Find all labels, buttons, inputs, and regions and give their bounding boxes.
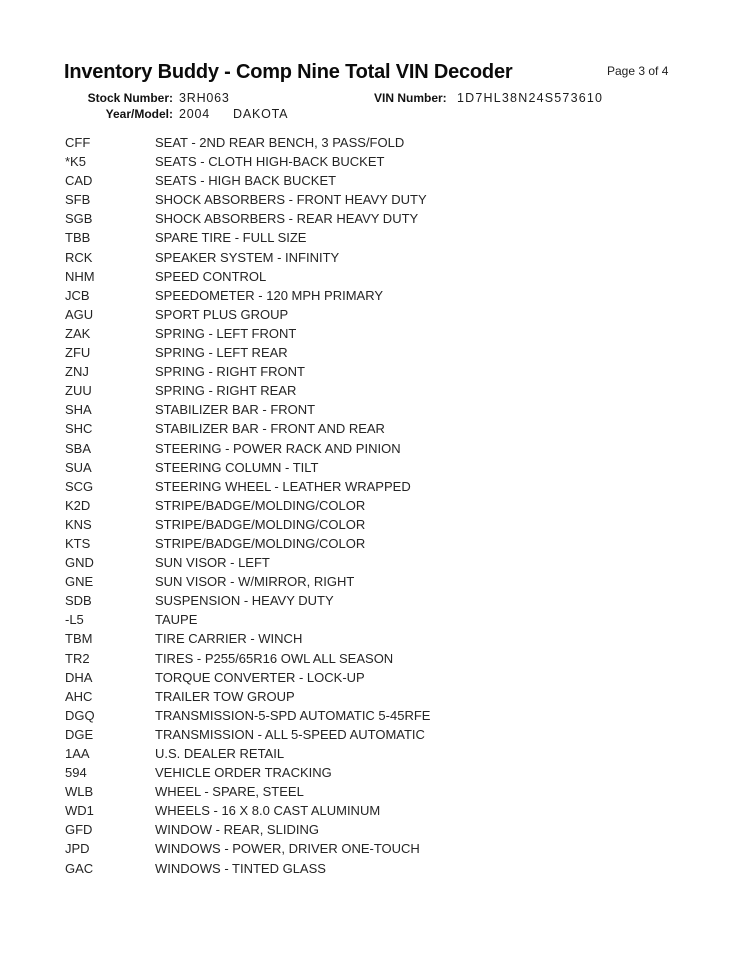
option-description: STRIPE/BADGE/MOLDING/COLOR xyxy=(155,516,366,532)
option-row xyxy=(65,173,685,192)
option-description: TRAILER TOW GROUP xyxy=(155,688,295,704)
option-description: STRIPE/BADGE/MOLDING/COLOR xyxy=(155,535,366,551)
option-row xyxy=(65,651,685,670)
option-code: SBA xyxy=(65,440,92,456)
option-row xyxy=(65,593,685,612)
option-description: SPEED CONTROL xyxy=(155,268,267,284)
option-row xyxy=(65,784,685,803)
option-row xyxy=(65,498,685,517)
option-row xyxy=(65,765,685,784)
option-code: GFD xyxy=(65,822,93,838)
option-row xyxy=(65,154,685,173)
option-description: SPRING - RIGHT FRONT xyxy=(155,364,305,380)
vin-number-value: 1D7HL38N24S573610 xyxy=(457,91,604,105)
option-row xyxy=(65,479,685,498)
option-code: GNE xyxy=(65,574,94,590)
option-code: SGB xyxy=(65,211,93,227)
page-title: Inventory Buddy - Comp Nine Total VIN Decoder xyxy=(64,61,513,83)
option-description: WHEELS - 16 X 8.0 CAST ALUMINUM xyxy=(155,803,381,819)
option-description: STRIPE/BADGE/MOLDING/COLOR xyxy=(155,497,366,513)
option-code: ZFU xyxy=(65,345,91,361)
option-code: JCB xyxy=(65,287,90,303)
option-row xyxy=(65,460,685,479)
option-description: STEERING - POWER RACK AND PINION xyxy=(155,440,401,456)
option-description: SPRING - RIGHT REAR xyxy=(155,383,297,399)
option-row xyxy=(65,402,685,421)
option-description: STABILIZER BAR - FRONT xyxy=(155,402,316,418)
option-code: ZAK xyxy=(65,325,91,341)
option-code: SFB xyxy=(65,192,91,208)
option-description: SPRING - LEFT REAR xyxy=(155,345,288,361)
option-description: TRANSMISSION - ALL 5-SPEED AUTOMATIC xyxy=(155,726,425,742)
option-row xyxy=(65,574,685,593)
option-description: SPRING - LEFT FRONT xyxy=(155,325,297,341)
option-code: CAD xyxy=(65,173,93,189)
option-code: WD1 xyxy=(65,803,94,819)
option-code: KTS xyxy=(65,535,91,551)
option-row xyxy=(65,803,685,822)
option-row xyxy=(65,230,685,249)
year-model-label: Year/Model: xyxy=(105,107,173,121)
option-code: TR2 xyxy=(65,650,90,666)
option-description: SEAT - 2ND REAR BENCH, 3 PASS/FOLD xyxy=(155,135,405,150)
option-code: *K5 xyxy=(65,154,86,170)
option-description: SUN VISOR - W/MIRROR, RIGHT xyxy=(155,574,355,590)
option-row xyxy=(65,689,685,708)
option-description: WINDOW - REAR, SLIDING xyxy=(155,822,319,838)
option-code: SDB xyxy=(65,593,92,609)
option-code: -L5 xyxy=(65,612,84,628)
option-description: STABILIZER BAR - FRONT AND REAR xyxy=(155,421,385,437)
page-number-indicator: Page 3 of 4 xyxy=(607,64,669,78)
option-code: SHA xyxy=(65,402,92,418)
option-description: TRANSMISSION-5-SPD AUTOMATIC 5-45RFE xyxy=(155,707,431,723)
option-code: TBB xyxy=(65,230,91,246)
option-row xyxy=(65,307,685,326)
option-code: GND xyxy=(65,555,94,571)
option-code: AHC xyxy=(65,688,93,704)
option-row xyxy=(65,670,685,689)
option-code: 1AA xyxy=(65,746,90,761)
option-description: VEHICLE ORDER TRACKING xyxy=(155,765,332,781)
option-code: SUA xyxy=(65,459,92,475)
option-row xyxy=(65,364,685,383)
option-row xyxy=(65,192,685,211)
option-row xyxy=(65,631,685,650)
option-row xyxy=(65,708,685,727)
option-row xyxy=(65,841,685,860)
option-code: DGE xyxy=(65,726,94,742)
option-description: SUN VISOR - LEFT xyxy=(155,555,270,571)
year-value: 2004 xyxy=(179,107,211,121)
option-description: SHOCK ABSORBERS - FRONT HEAVY DUTY xyxy=(155,192,427,208)
option-row xyxy=(65,441,685,460)
option-code: 594 xyxy=(65,765,87,781)
option-description: SEATS - HIGH BACK BUCKET xyxy=(155,173,337,189)
option-row xyxy=(65,517,685,536)
option-code: RCK xyxy=(65,249,93,265)
option-code: TBM xyxy=(65,631,93,647)
option-code: WLB xyxy=(65,784,94,800)
vin-number-label: VIN Number: xyxy=(374,91,447,105)
model-value: DAKOTA xyxy=(233,107,289,121)
vehicle-options-list xyxy=(65,135,685,880)
option-code: JPD xyxy=(65,841,90,857)
option-code: AGU xyxy=(65,306,94,322)
option-row xyxy=(65,861,685,880)
option-row xyxy=(65,555,685,574)
option-row xyxy=(65,288,685,307)
option-code: K2D xyxy=(65,497,91,513)
option-code: DHA xyxy=(65,669,93,685)
option-description: TIRES - P255/65R16 OWL ALL SEASON xyxy=(155,650,394,666)
option-description: SHOCK ABSORBERS - REAR HEAVY DUTY xyxy=(155,211,419,227)
option-code: KNS xyxy=(65,516,92,532)
option-row xyxy=(65,211,685,230)
option-row xyxy=(65,612,685,631)
option-description: TAUPE xyxy=(155,612,198,628)
option-row xyxy=(65,727,685,746)
option-code: DGQ xyxy=(65,707,95,723)
option-description: WINDOWS - POWER, DRIVER ONE-TOUCH xyxy=(155,841,420,857)
option-code: NHM xyxy=(65,268,95,284)
option-description: SPEEDOMETER - 120 MPH PRIMARY xyxy=(155,287,384,303)
option-description: SEATS - CLOTH HIGH-BACK BUCKET xyxy=(155,154,385,170)
option-description: STEERING WHEEL - LEATHER WRAPPED xyxy=(155,478,411,494)
option-description: SPARE TIRE - FULL SIZE xyxy=(155,230,307,246)
option-row xyxy=(65,746,685,765)
option-code: ZUU xyxy=(65,383,92,399)
option-code: ZNJ xyxy=(65,364,89,380)
option-row xyxy=(65,383,685,402)
option-code: CFF xyxy=(65,135,91,150)
option-row xyxy=(65,536,685,555)
stock-number-value: 3RH063 xyxy=(179,91,230,105)
option-description: WINDOWS - TINTED GLASS xyxy=(155,860,326,876)
option-row xyxy=(65,250,685,269)
option-row xyxy=(65,345,685,364)
option-row xyxy=(65,326,685,345)
option-description: SUSPENSION - HEAVY DUTY xyxy=(155,593,334,609)
option-row xyxy=(65,135,685,154)
option-row xyxy=(65,269,685,288)
option-code: SHC xyxy=(65,421,93,437)
option-description: STEERING COLUMN - TILT xyxy=(155,459,319,475)
option-code: GAC xyxy=(65,860,94,876)
option-description: U.S. DEALER RETAIL xyxy=(155,746,285,761)
option-description: SPORT PLUS GROUP xyxy=(155,306,289,322)
option-description: TORQUE CONVERTER - LOCK-UP xyxy=(155,669,365,685)
option-row xyxy=(65,822,685,841)
option-description: WHEEL - SPARE, STEEL xyxy=(155,784,304,800)
option-description: SPEAKER SYSTEM - INFINITY xyxy=(155,249,340,265)
option-code: SCG xyxy=(65,478,94,494)
stock-number-label: Stock Number: xyxy=(87,91,173,105)
option-description: TIRE CARRIER - WINCH xyxy=(155,631,303,647)
option-row xyxy=(65,421,685,440)
